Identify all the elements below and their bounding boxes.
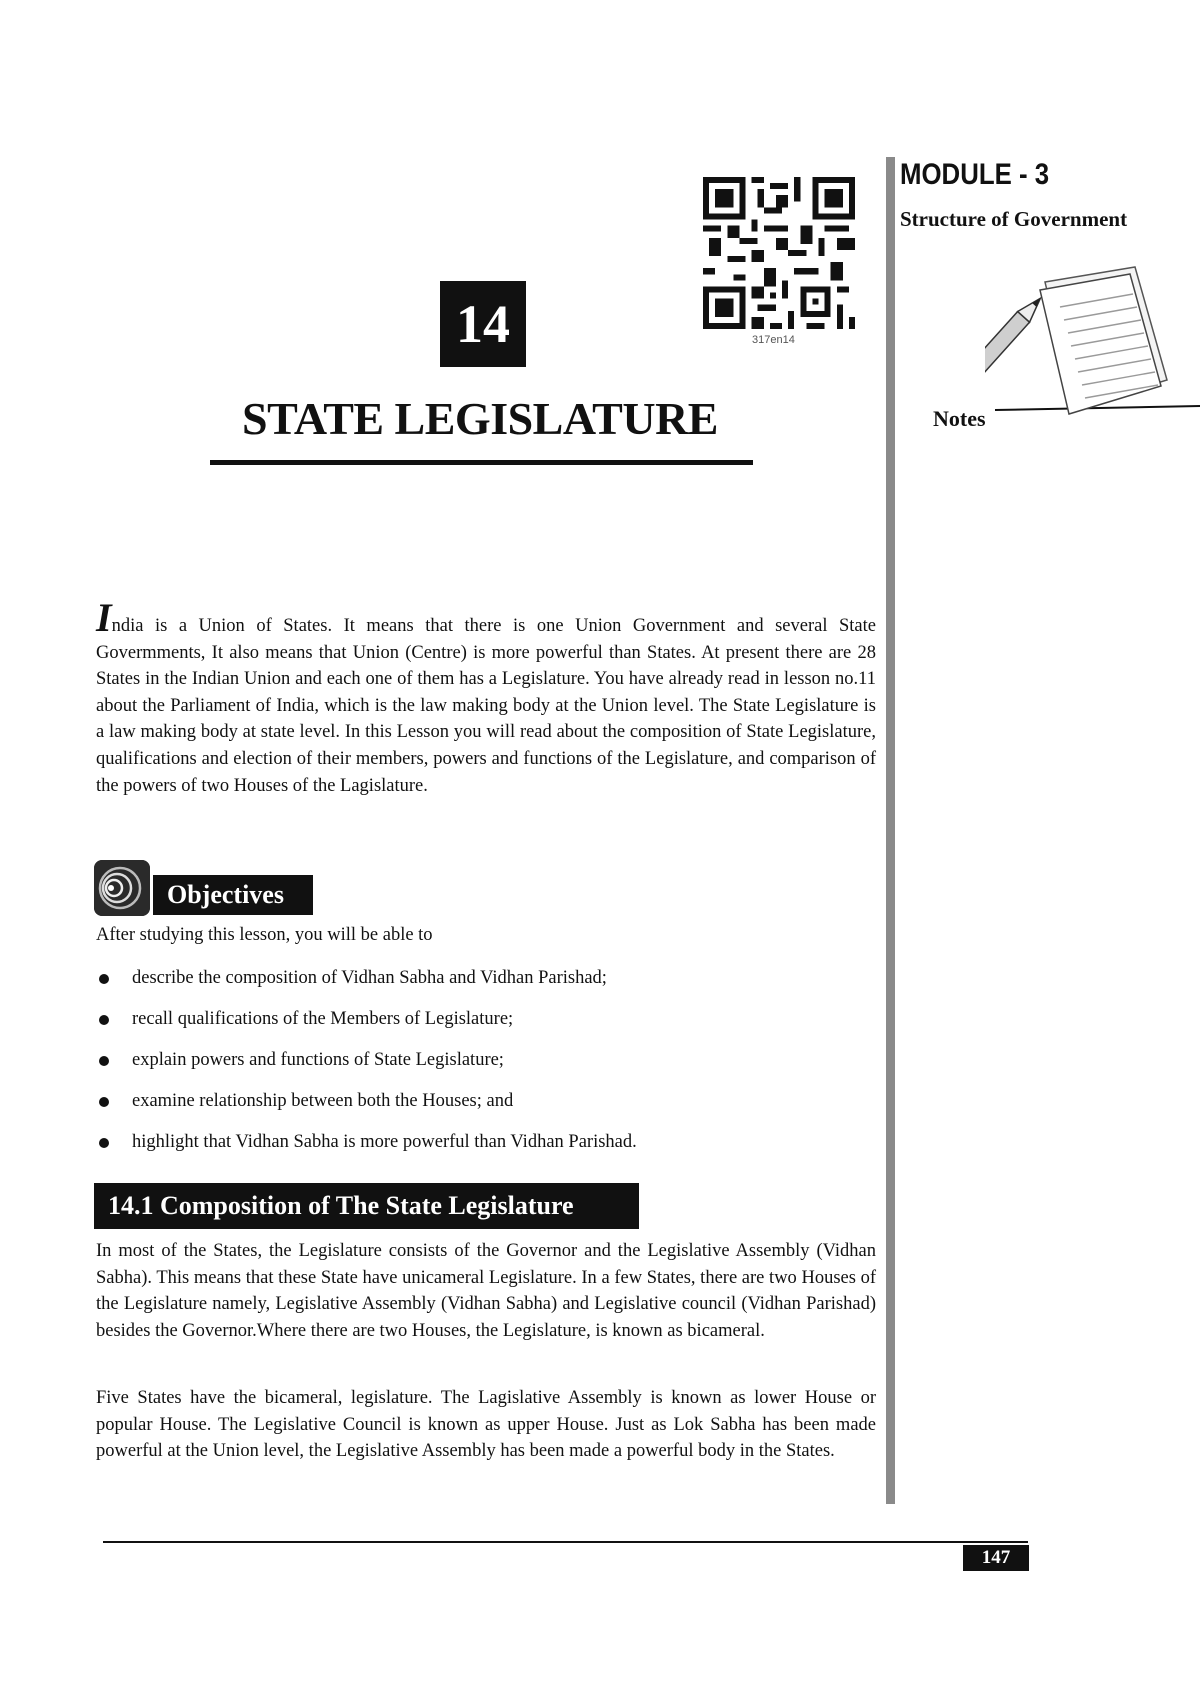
intro-text: ndia is a Union of States. It means that there is one Union Government and several State Govermments, It also means that Union (Centre) is more powerful than States. At present there are 28 States in the Indian Union and each one of them has a Legislature. You have already read in lesson no.11 about the Parliament of India, which is the law making body at the Union level. The State Legislature is a law making body at state level. In this Lesson you will read about the composition of State Legislature, qualifications and election of their members, powers and functions of the Legislature, and comparison of the powers of two Houses of the Lagislature. [96,616,876,796]
objective-item: explain powers and functions of State Legislature; [96,1047,876,1088]
section-paragraph: Five States have the bicameral, legislature. The Lagislative Assembly is known as lower House or popular House. The Legislative Council is known as upper House. Just as Lok Sabha has been made powerful at the Union level, the Legislative Assembly has been made a powerful body in the States. [96,1388,876,1462]
footer-rule [103,1541,1028,1543]
section-paragraph: In most of the States, the Legislature consists of the Governor and the Legislative Assembly (Vidhan Sabha). This means that these State have unicameral Legislature. In a few States, there are two Houses of the Legislature namely, Legislative Assembly (Vidhan Sabha) and Legislative council (Vidhan Parishad) besides the Governor.Where there are two Houses, the Legislature, is known as bicameral. [96,1241,876,1341]
chapter-number: 14 [440,281,526,367]
page-number: 147 [963,1545,1029,1571]
sidebar-rule [886,157,895,1504]
objective-item: examine relationship between both the Houses; and [96,1088,876,1129]
objective-item: highlight that Vidhan Sabha is more powerful than Vidhan Parishad. [96,1129,876,1170]
drop-cap: I [96,595,112,640]
objective-item: describe the composition of Vidhan Sabha and Vidhan Parishad; [96,965,876,1006]
notes-label: Notes [933,406,986,431]
module-subtitle: Structure of Government [900,207,1128,231]
objectives-heading: Objectives [153,875,313,915]
title-underline [210,460,753,465]
objective-item: recall qualifications of the Members of Legislature; [96,1006,876,1047]
objectives-intro: After studying this lesson, you will be able to [96,925,433,945]
chapter-title: STATE LEGISLATURE [242,393,718,444]
target-rings-icon [94,860,150,916]
notepad-pencil-icon [985,262,1200,432]
section-heading: 14.1 Composition of The State Legislature [94,1183,639,1229]
qr-code-icon[interactable] [703,177,855,329]
module-label: MODULE - 3 [900,158,1050,191]
intro-paragraph [96,595,876,799]
objectives-list [96,965,876,1170]
qr-code-label: 317en14 [752,334,795,346]
